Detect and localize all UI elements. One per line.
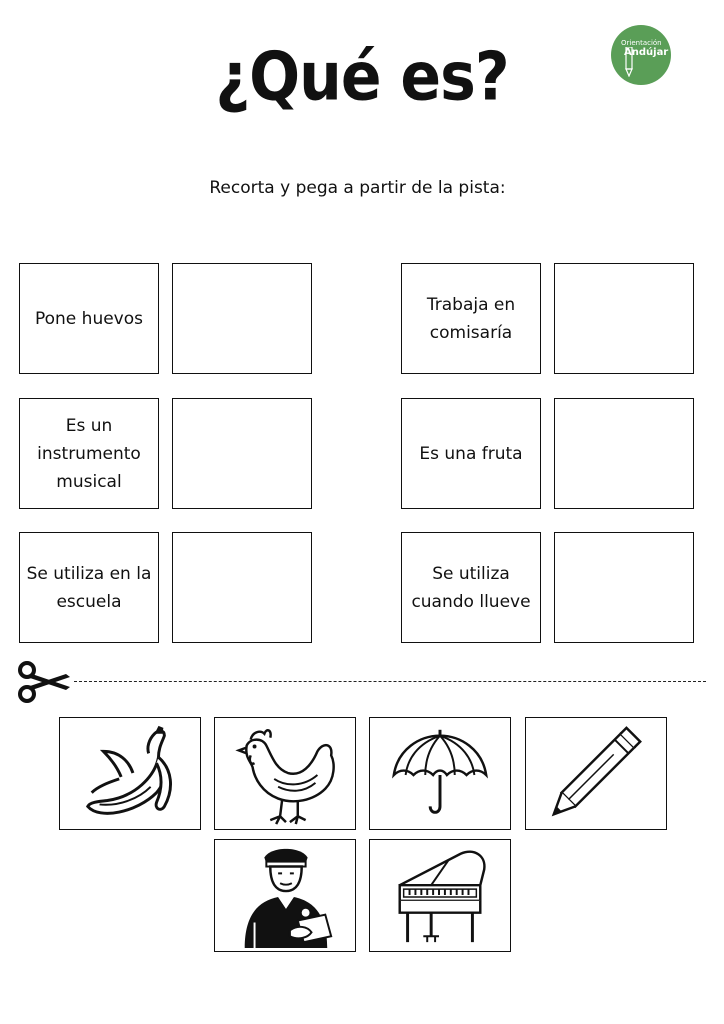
cutout-card-pencil[interactable]: [525, 717, 667, 830]
cutout-card-police-officer[interactable]: [214, 839, 356, 952]
pencil-logo-icon: [625, 47, 633, 77]
page-title: ¿Qué es?: [215, 38, 509, 117]
answer-box[interactable]: [172, 398, 312, 509]
logo-line-1: Orientación: [621, 39, 662, 47]
answer-box[interactable]: [554, 263, 694, 374]
cutout-card-chicken[interactable]: [214, 717, 356, 830]
answer-box[interactable]: [172, 263, 312, 374]
banana-icon: [60, 718, 200, 829]
answer-box[interactable]: [554, 532, 694, 643]
clue-box-police-station: Trabaja en comisaría: [401, 263, 541, 374]
clue-box-fruit: Es una fruta: [401, 398, 541, 509]
answer-box[interactable]: [554, 398, 694, 509]
clue-box-lays-eggs: Pone huevos: [19, 263, 159, 374]
clue-box-school: Se utiliza en la escuela: [19, 532, 159, 643]
scissors-icon: [16, 660, 72, 704]
pencil-icon: [526, 718, 666, 829]
logo-line-2: Andújar: [624, 47, 669, 58]
clue-box-instrument: Es un instrumento musical: [19, 398, 159, 509]
cutout-card-umbrella[interactable]: [369, 717, 511, 830]
chicken-icon: [215, 718, 355, 829]
clue-box-rain: Se utiliza cuando llueve: [401, 532, 541, 643]
police-officer-icon: [215, 840, 355, 951]
cutout-card-banana[interactable]: [59, 717, 201, 830]
cut-line: [74, 681, 706, 682]
answer-box[interactable]: [172, 532, 312, 643]
instruction-text: Recorta y pega a partir de la pista:: [209, 178, 506, 198]
umbrella-icon: [370, 718, 510, 829]
piano-icon: [370, 840, 510, 951]
orientacion-andujar-logo: [611, 25, 671, 85]
cutout-card-piano[interactable]: [369, 839, 511, 952]
